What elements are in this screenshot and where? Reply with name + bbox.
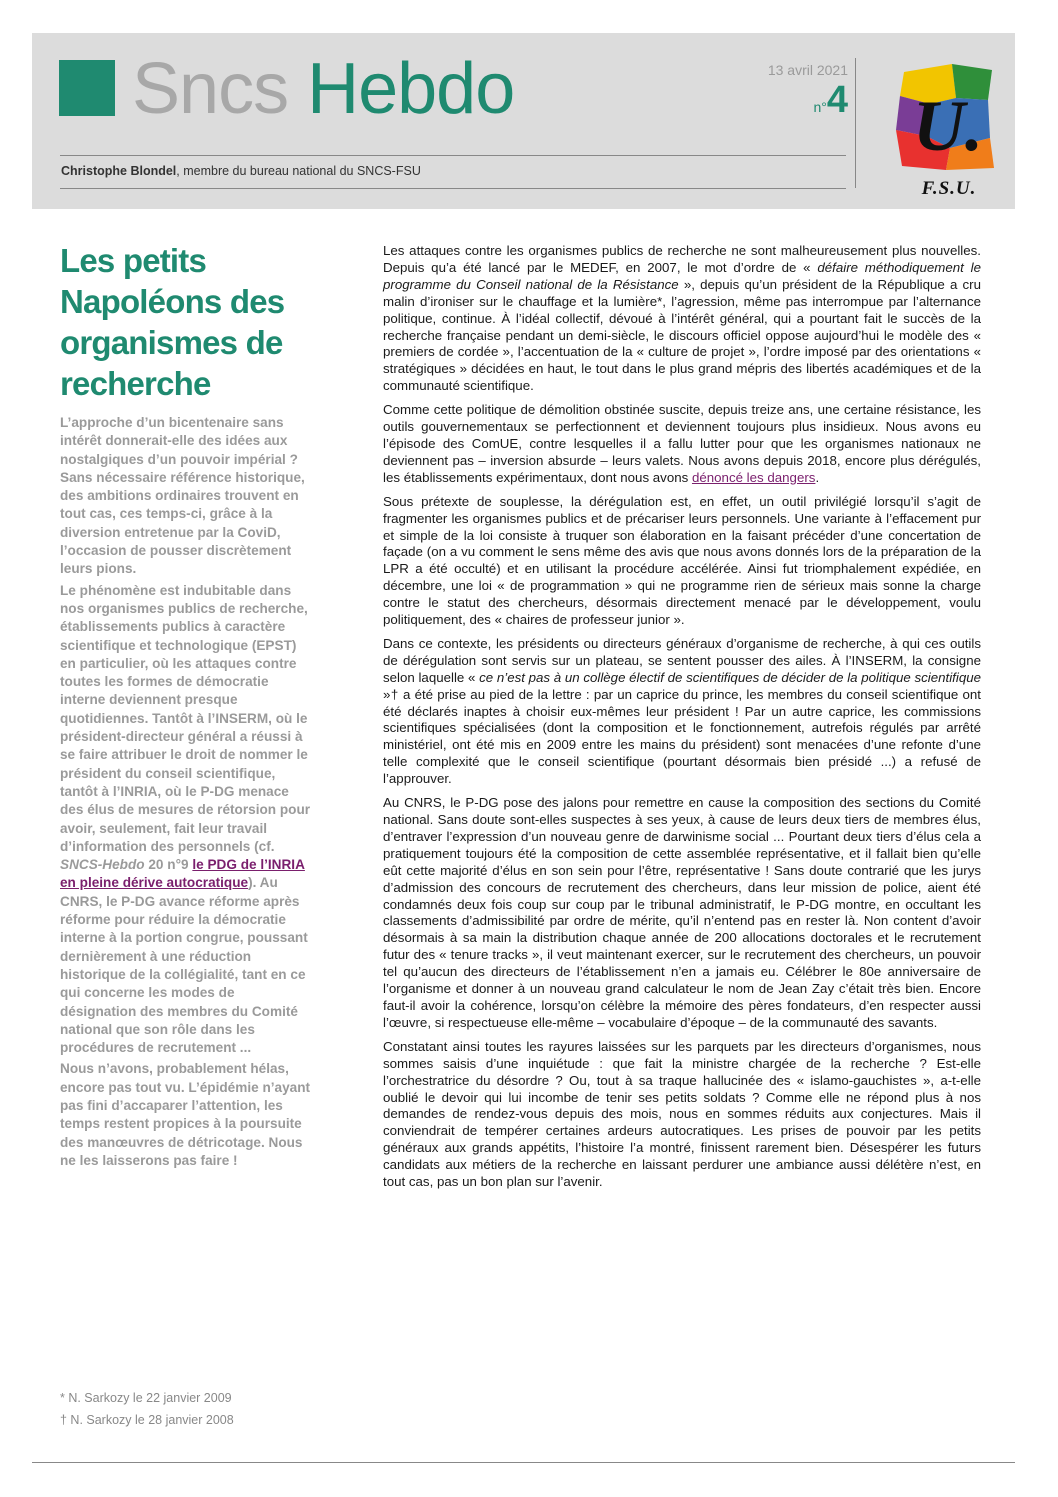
footnote: † N. Sarkozy le 28 janvier 2008 bbox=[60, 1413, 234, 1427]
body-text: Les attaques contre les organismes publics de recherche ne sont malheureusement plus nouvelles. Depuis qu’a été lancé par le MEDEF, en 2007, le mot d’ordre de « bbox=[383, 243, 981, 275]
fsu-logo-graphic bbox=[890, 58, 1008, 178]
author-role: , membre du bureau national du SNCS-FSU bbox=[176, 164, 421, 178]
body-text: Comme cette politique de démolition obstinée suscite, depuis treize ans, une certaine résistance, les outils gouvernementaux se perfectionnent et deviennent toujours plus insidieux. Nous avons eu l’épisode des ComUE, contre lesquelles il a fallu lutter pour que les organismes nationaux ne deviennent pas – inversion absurde – leurs valets. Nous avons depuis 2018, encore plus dérégulés, les établissements expérimentaux, dont nous avons bbox=[383, 402, 981, 485]
body-text: . bbox=[815, 469, 820, 485]
article-title: Les petits Napoléons des organismes de recherche bbox=[60, 242, 285, 402]
masthead-square-icon bbox=[59, 60, 115, 116]
masthead-word-hebdo: Hebdo bbox=[307, 49, 515, 129]
author-line bbox=[61, 164, 421, 178]
issue-date: 13 avril 2021 bbox=[767, 62, 848, 78]
body-text: Dans ce contexte, les présidents ou directeurs généraux d’organisme de recherche, à qui ces outils de dérégulation sont servis sur un plateau, se sentent pousser des ailes. À l’INSERM, la consigne selon laquelle « bbox=[383, 635, 981, 685]
body-text: », depuis qu’un président de la République a cru malin d’ironiser sur le chauffage et la lumière*, l’agression, même pas interrompue par l’alternance politique, continue. À l’idéal collectif, dévoué à l’intérêt général, qui a pourtant fait le succès de la recherche française pendant un demi-siècle, le discours officiel oppose aujourd’hui le modèle des « premiers de cordée », l’accentuation de la « culture de projet », l’ordre imposé par des orientations « stratégiques » décidées en haut, le tout dans le plus grand mépris des libertés académiques et de la communauté scientifique. bbox=[383, 276, 981, 394]
intro-ref-issue: 20 n°9 bbox=[144, 857, 193, 873]
issue-value: 4 bbox=[826, 79, 848, 121]
body-paragraph bbox=[383, 402, 981, 487]
header-band bbox=[32, 33, 1015, 209]
fsu-logo bbox=[890, 58, 1008, 198]
masthead-title bbox=[132, 47, 514, 131]
masthead-word-sncs: Sncs bbox=[132, 49, 289, 129]
header-divider-top bbox=[60, 155, 846, 156]
footnotes bbox=[60, 1387, 320, 1431]
intro-text: ). Au CNRS, le P-DG avance réforme après réforme pour réduire la démocratie interne à la portion congrue, poussant dernièrement à une réduction historique de la collégialité, tant en ce qui concerne les modes de désignation des membres du Comité national que son rôle dans les procédures de recrutement ... bbox=[60, 875, 308, 1056]
issue-number bbox=[768, 78, 848, 122]
article-body bbox=[383, 243, 981, 1198]
body-text: »† a été prise au pied de la lettre : par un caprice du prince, les membres du conseil scientifique ont été déclarés inaptes à choisir eux-mêmes leur président ! Par un autre caprice, les commissions scientifiques spécialisées (dont la composition et le fonctionnement, autrefois régulés par arrêté ministériel, ont été mis en 2009 entre les mains du président) sont menacées d’une refonte d’une telle complexité que le conseil scientifique (pourtant désormais bien présidé ...) a refusé de l’approuver. bbox=[383, 686, 981, 787]
intro-paragraph: L’approche d’un bicentenaire sans intérêt donnerait-elle des idées aux nostalgiques d’un pouvoir impérial ? Sans nécessaire référence historique, des ambitions ordinaires trouvent en tout cas, ces temps-ci, grâce à la diversion entretenue par la CoviD, l’occasion de pousser discrètement leurs pions. bbox=[60, 415, 305, 577]
issue-prefix: n° bbox=[813, 99, 827, 115]
article-intro bbox=[60, 414, 312, 1173]
dangers-link[interactable]: dénoncé les dangers bbox=[691, 469, 816, 485]
header-divider-vertical bbox=[855, 58, 856, 188]
author-name: Christophe Blondel bbox=[61, 164, 177, 178]
fsu-logo-letter: U. bbox=[913, 86, 983, 166]
intro-paragraph: Nous n’avons, probablement hélas, encore pas tout vu. L’épidémie n’ayant pas fini d’accaparer l’attention, les temps restent propices à la poursuite des manœuvres de détricotage. Nous ne les laisserons pas faire ! bbox=[60, 1061, 311, 1168]
intro-ref-title: SNCS-Hebdo bbox=[60, 857, 145, 873]
inria-article-link[interactable]: le PDG de l’INRIA en pleine dérive autocratique bbox=[60, 857, 305, 891]
body-paragraph: Au CNRS, le P-DG pose des jalons pour remettre en cause la composition des sections du Comité national. Sans doute sont-elles suspectes à ses yeux, à cause de leurs deux tiers de membres élus, d’entraver l’expression d’un nouveau genre de darwinisme social ... Pourtant deux tiers d’élus cela a pratiquement toujours été la composition de cette assemblée représentative, et il fallait bien qu’elle eût cette majorité d’élus en son sein pour l’être, représentative ! Sans doute contrarié que les jurys d’admission des concours de recrutement des chercheurs, dans leur mission de police, aient été condamnés deux fois coup sur coup par le tribunal administratif, le P-DG montre, en occultant les classements d’admissibilité par ordre de mérite, qu’il n’entend pas en rester là. Non content d’avoir désormais à sa main la distribution chaque année de 200 allocations doctorales et le recrutement futur des « tenure tracks », il veut maintenant exercer, sur le recrutement des chercheurs, un pouvoir tel qu’aucun des directeurs de l’établissement n’en a jamais eu. Célébrer le 80e anniversaire de l’organisme et donner à un nouveau grand calculateur le nom de Jean Zay c’était très bien. Encore faut-il avoir la cohérence, lorsqu’on célèbre la mémoire des pères fondateurs, d’en respecter aussi l’œuvre, si respectueuse elle-même – vocabulaire d’époque – de la communauté des savants. bbox=[383, 795, 981, 1030]
body-quote: ce n’est pas à un collège électif de scientifiques de décider de la politique scientifique bbox=[479, 669, 982, 685]
fsu-logo-text: F.S.U. bbox=[921, 178, 977, 199]
intro-text: Le phénomène est indubitable dans nos organismes publics de recherche, établissements publics à caractère scientifique et technologique (EPST) en particulier, où les attaques contre toutes les formes de démocratie interne deviennent presque quotidiennes. Tantôt à l’INSERM, où le président-directeur général a réussi à se faire attribuer le droit de nommer le président du conseil scientifique, tantôt à l’INRIA, où le P-DG menace des élus de mesures de rétorsion pour avoir, seulement, fait leur travail d’information des personnels (cf. bbox=[60, 582, 311, 854]
body-paragraph bbox=[383, 243, 981, 395]
body-paragraph: Sous prétexte de souplesse, la dérégulation est, en effet, un outil privilégié lorsqu’il s’agit de fragmenter les organismes publics et de précariser leurs personnels. Une variante à l’effacement pur et simple de la loi consiste à truquer son élaboration en la faisant précéder d’une concertation de façade (on a vu comment le sens même des avis que nous avons donnés lors de la préparation de la LPR a été occulté) et en utilisant la procédure accélérée. Ainsi fut triomphalement expédiée, en décembre, une loi « de programmation » qui ne programme rien de sérieux mais sonne la charge contre le statut des chercheurs, désormais directement menacé par le développement, voulu politiquement, des « chaires de professeur junior ». bbox=[383, 493, 981, 628]
footnote: * N. Sarkozy le 22 janvier 2009 bbox=[60, 1391, 232, 1405]
body-paragraph: Constatant ainsi toutes les rayures laissées sur les parquets par les directeurs d’organismes, nous sommes saisis d’une inquiétude : que fait la ministre chargée de la recherche ? Est-elle l’orchestratrice du désordre ? Ou, tout à sa traque hallucinée des « islamo-gauchistes », a-t-elle oublié le devoir qui lui incombe de tenir ses petits soldats ? Comme elle ne répond plus à nos demandes de rendez-vous depuis des mois, nous en sommes réduits aux conjectures. Mais il conviendrait de tempérer certaines ardeurs autocratiques. Les prises de pouvoir par les petits généraux aux grands appétits, l’histoire l’a montré, finissent rarement bien. Désespérer les futurs candidats aux métiers de la recherche en laissant perdurer une ambiance aussi délétère n’est, en tout cas, pas un bon plan sur l’avenir. bbox=[383, 1038, 981, 1190]
body-quote: défaire méthodiquement le programme du Conseil national de la Résistance bbox=[383, 259, 981, 292]
header-divider-bottom bbox=[60, 188, 846, 189]
body-paragraph bbox=[383, 636, 981, 788]
footer-divider bbox=[32, 1462, 1015, 1463]
intro-paragraph bbox=[60, 582, 312, 1058]
